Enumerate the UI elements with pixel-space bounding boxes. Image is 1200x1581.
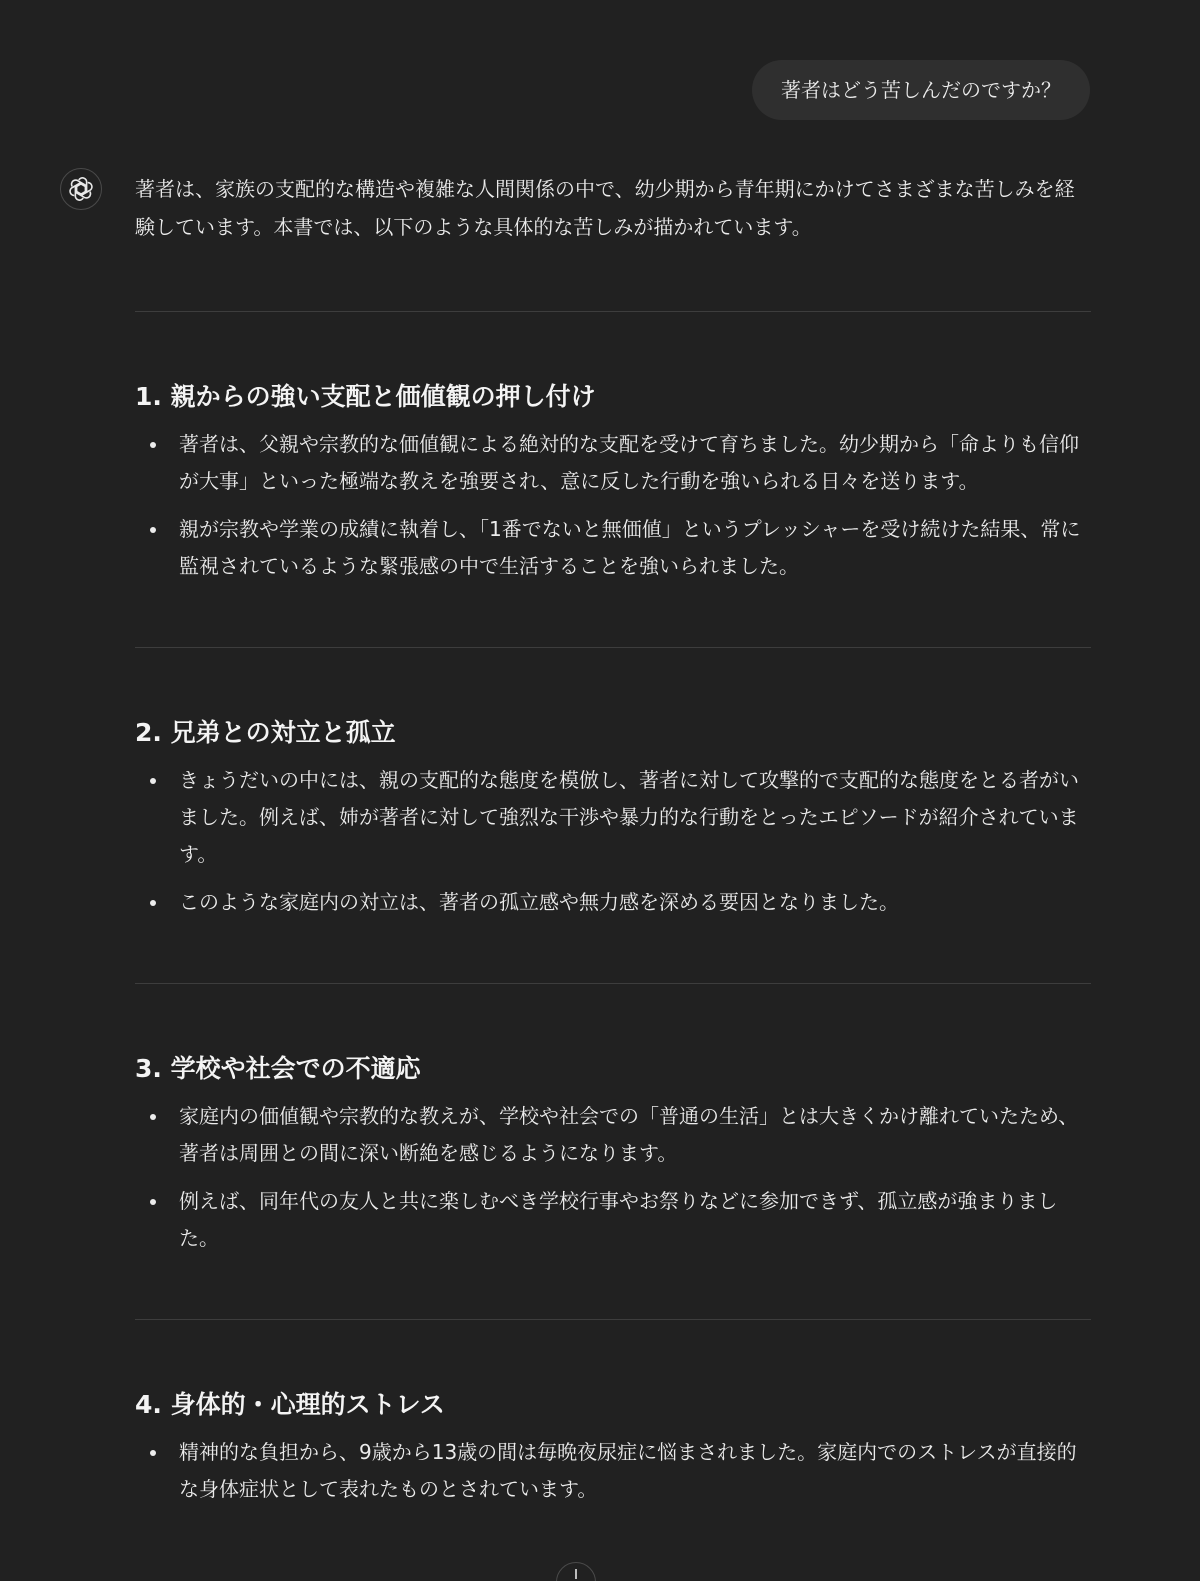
section-1 [135,378,1091,585]
section-heading: 1. 親からの強い支配と価値観の押し付け [135,382,596,411]
list-item: 精神的な負担から、9歳から13歳の間は毎晩夜尿症に悩まされました。家庭内でのストレスが直接的な身体症状として表れたものとされています。 [135,1434,1091,1508]
assistant-avatar [60,168,102,210]
list-item: 家庭内の価値観や宗教的な教えが、学校や社会での「普通の生活」とは大きくかけ離れていたため、著者は周囲との間に深い断絶を感じるようになります。 [135,1098,1091,1172]
section-3 [135,1050,1091,1257]
arrow-down-icon [575,1569,577,1579]
section-4 [135,1386,1091,1508]
assistant-message [135,170,1091,1519]
section-heading: 2. 兄弟との対立と孤立 [135,718,396,747]
section-divider [135,983,1091,984]
section-divider [135,311,1091,312]
list-item: 親が宗教や学業の成績に執着し、「1番でないと無価値」というプレッシャーを受け続けた結果、常に監視されているような緊張感の中で生活することを強いられました。 [135,511,1091,585]
list-item: きょうだいの中には、親の支配的な態度を模倣し、著者に対して攻撃的で支配的な態度をとる者がいました。例えば、姉が著者に対して強烈な干渉や暴力的な行動をとったエピソードが紹介されています。 [135,762,1091,873]
section-divider [135,647,1091,648]
list-item: このような家庭内の対立は、著者の孤立感や無力感を深める要因となりました。 [135,884,1091,921]
bullet-list [135,762,1091,921]
bullet-list [135,1098,1091,1257]
bullet-list [135,426,1091,585]
section-heading: 3. 学校や社会での不適応 [135,1054,421,1083]
section-2 [135,714,1091,921]
list-item: 例えば、同年代の友人と共に楽しむべき学校行事やお祭りなどに参加できず、孤立感が強まりました。 [135,1183,1091,1257]
list-item: 著者は、父親や宗教的な価値観による絶対的な支配を受けて育ちました。幼少期から「命よりも信仰が大事」といった極端な教えを強要され、意に反した行動を強いられる日々を送ります。 [135,426,1091,500]
openai-logo-icon [67,175,95,203]
assistant-intro: 著者は、家族の支配的な構造や複雑な人間関係の中で、幼少期から青年期にかけてさまざまな苦しみを経験しています。本書では、以下のような具体的な苦しみが描かれています。 [135,177,1075,239]
section-heading: 4. 身体的・心理的ストレス [135,1390,445,1419]
scroll-to-bottom-button[interactable] [556,1562,596,1581]
bullet-list [135,1434,1091,1508]
section-divider [135,1319,1091,1320]
user-message-bubble: 著者はどう苦しんだのですか？ [752,60,1090,120]
